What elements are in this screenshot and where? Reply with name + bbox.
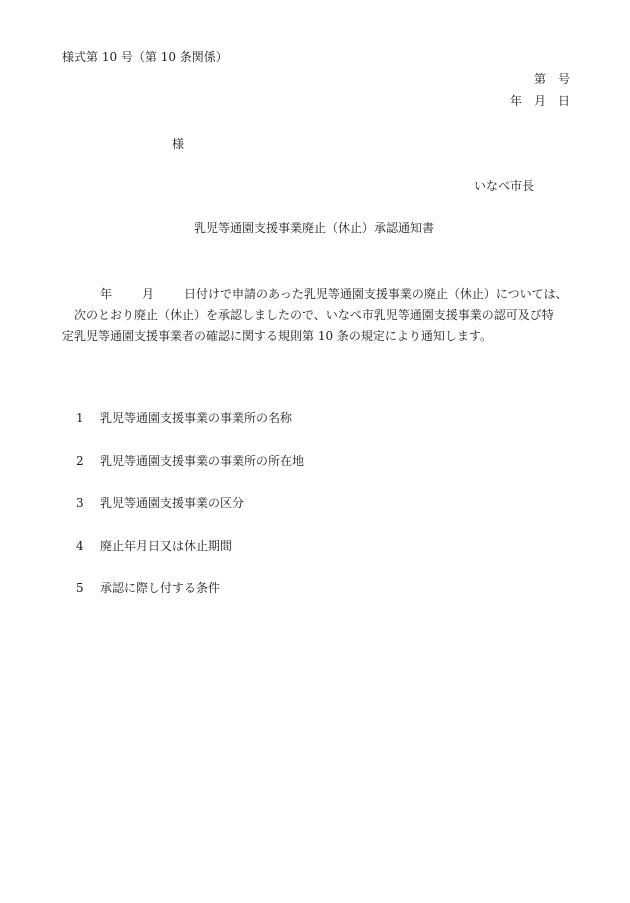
month-mark: 月 (142, 287, 155, 301)
issuer-name: いなべ市長 (474, 179, 535, 193)
addressee-honorific: 様 (172, 137, 185, 151)
item-number: 5 (76, 581, 84, 595)
year-mark: 年 (100, 287, 113, 301)
form-number-label: 様式第 10 号（第 10 条関係） (62, 50, 228, 64)
notice-body (62, 284, 576, 347)
body-line-1-text: 日付けで申請のあった乳児等通園支援事業の廃止（休止）については、 (184, 287, 568, 301)
item-text: 廃止年月日又は休止期間 (100, 538, 233, 553)
item-number: 1 (76, 411, 84, 425)
date-line: 年 月 日 (509, 94, 570, 108)
item-text: 乳児等通園支援事業の事業所の名称 (100, 411, 293, 425)
list-item (76, 410, 304, 453)
list-item (76, 453, 304, 496)
item-number: 3 (76, 496, 84, 510)
list-item (76, 538, 304, 581)
item-text: 乳児等通園支援事業の事業所の所在地 (100, 453, 305, 468)
body-line-1 (76, 284, 576, 305)
body-line-2: 次のとおり廃止（休止）を承認しましたので、いなべ市乳児等通園支援事業の認可及び特 (74, 308, 554, 322)
body-line-3: 定乳児等通園支援事業者の確認に関する規則第 10 条の規定により通知します。 (62, 329, 492, 343)
list-item (76, 495, 304, 538)
list-item (76, 580, 304, 623)
item-text: 乳児等通園支援事業の区分 (100, 496, 245, 510)
document-number-line: 第 号 (533, 72, 570, 86)
notice-items-list (76, 410, 304, 623)
item-number: 2 (76, 453, 84, 468)
item-number: 4 (76, 538, 84, 553)
item-text: 承認に際し付する条件 (100, 581, 221, 595)
document-title: 乳児等通園支援事業廃止（休止）承認通知書 (194, 221, 435, 235)
